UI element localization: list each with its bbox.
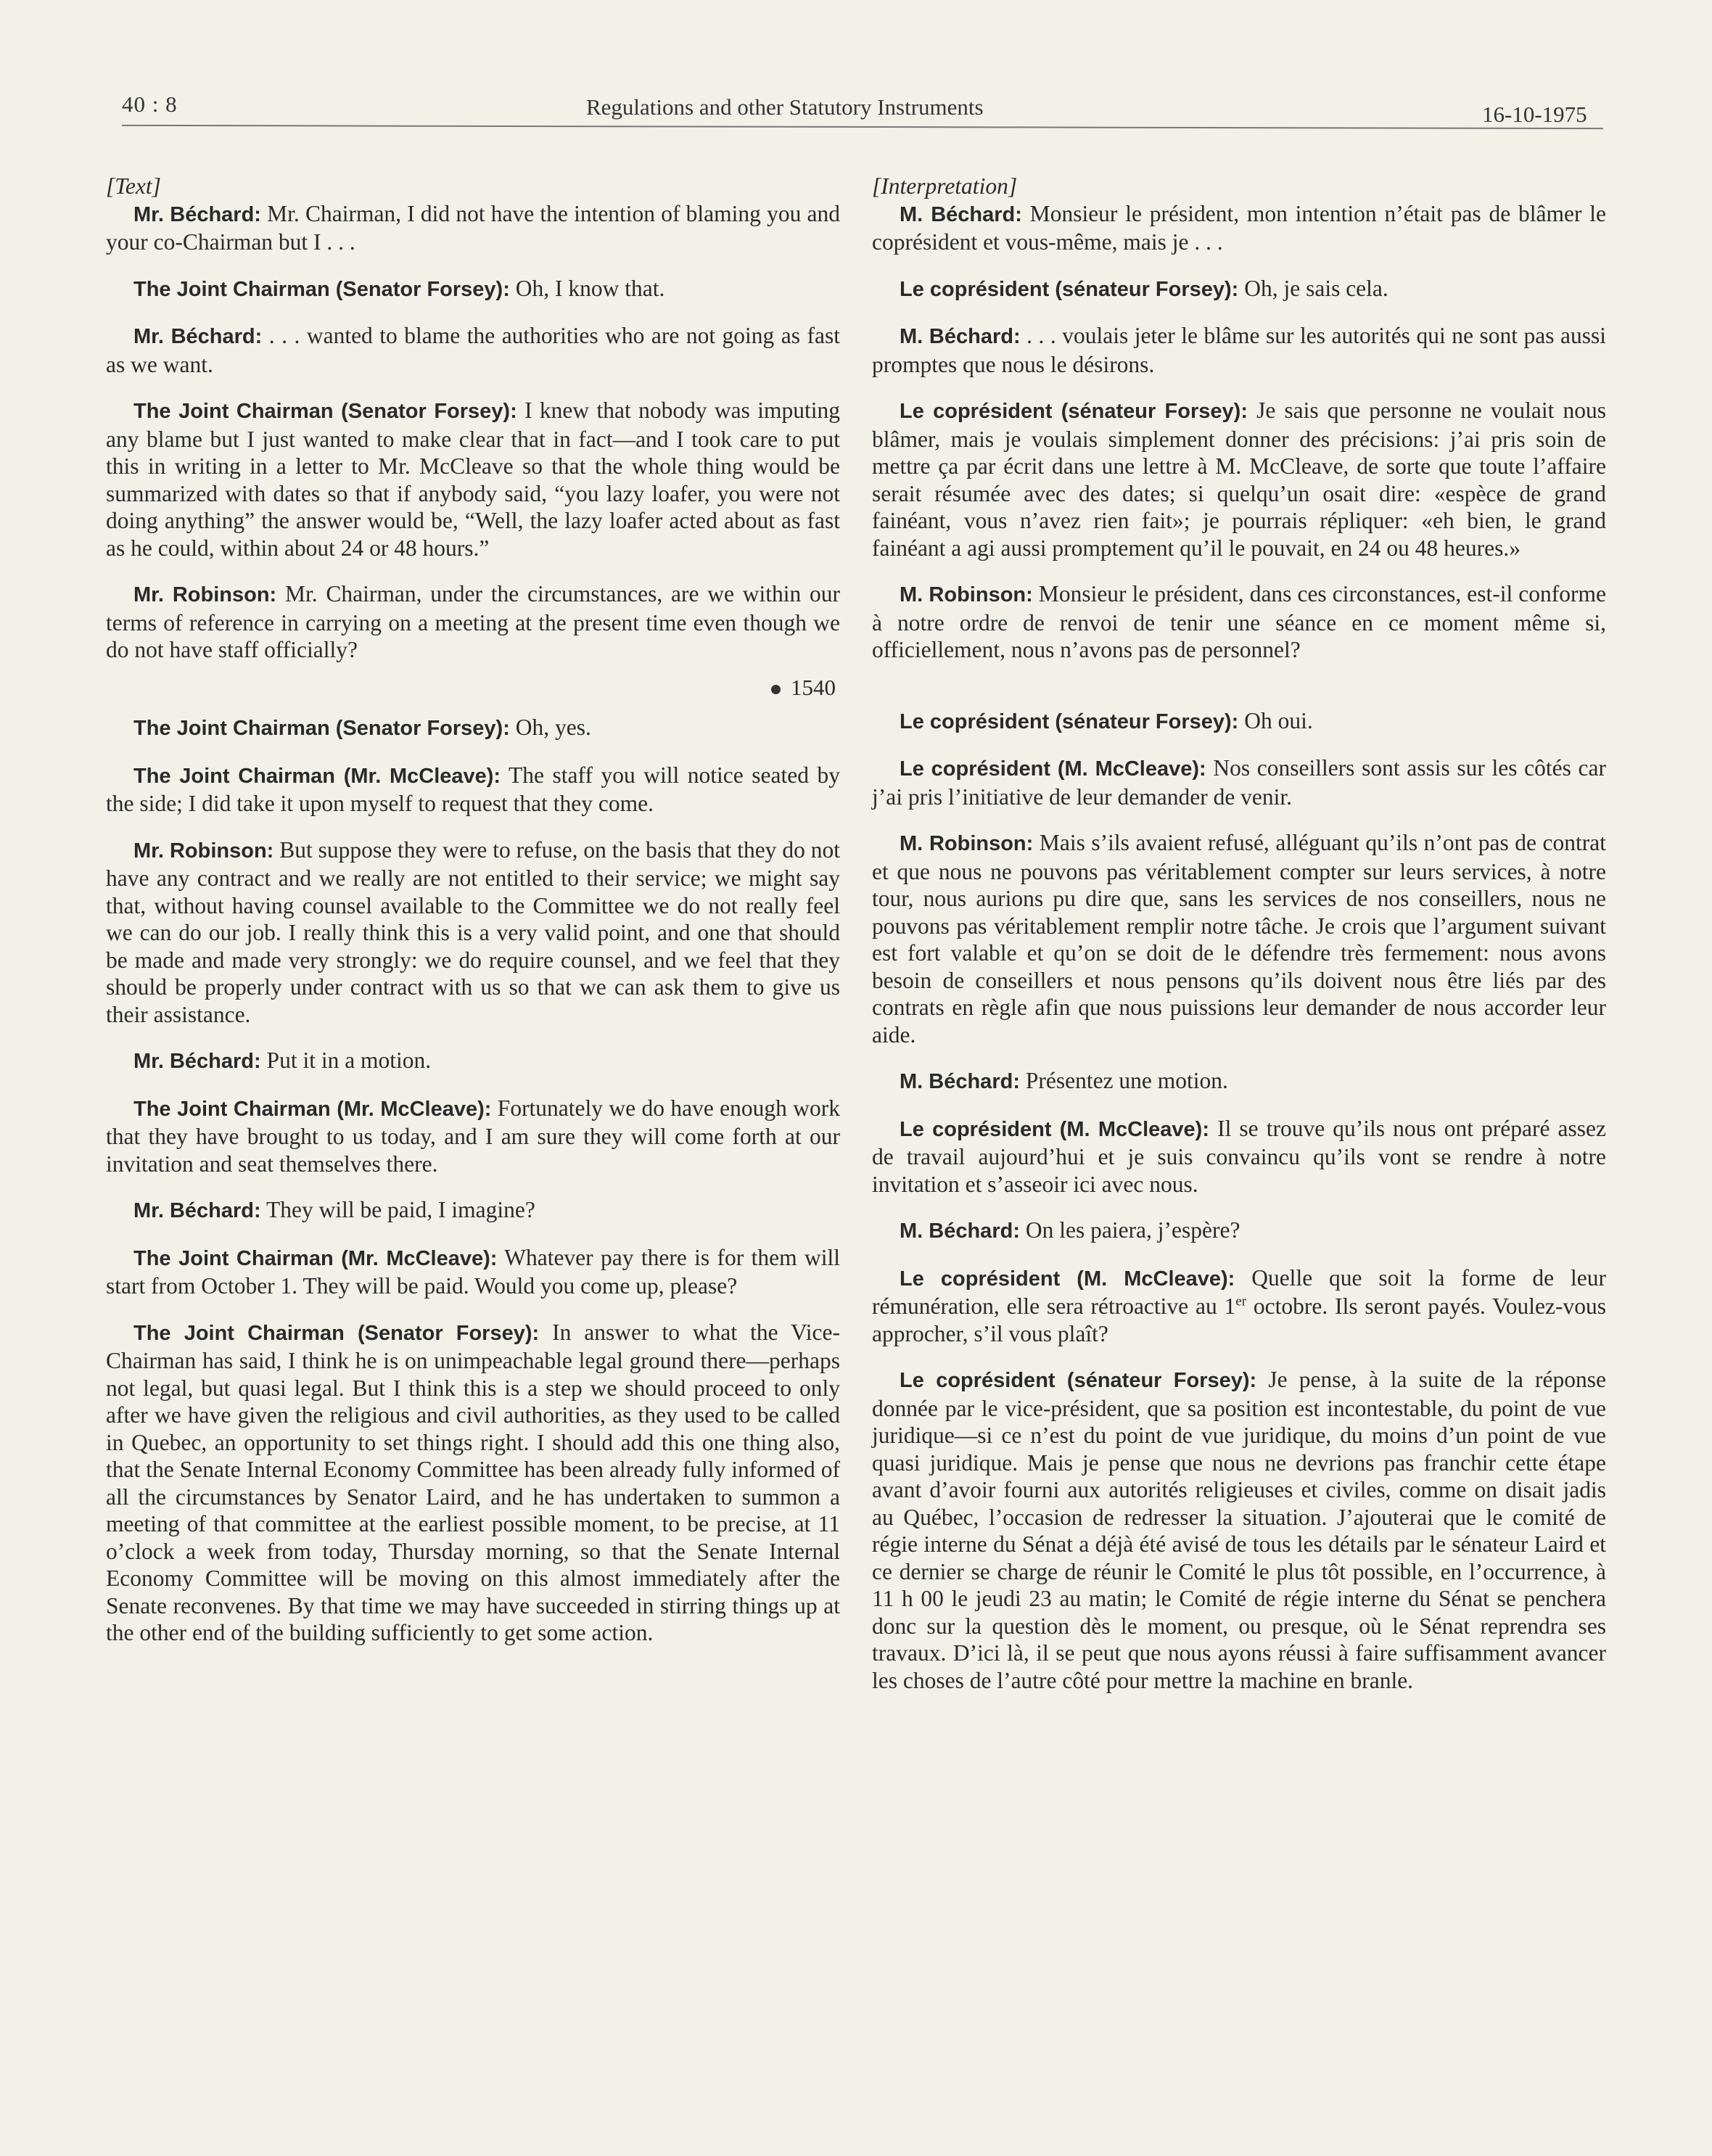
paragraph: [872, 275, 1606, 304]
speaker: The Joint Chairman (Senator Forsey):: [133, 400, 517, 423]
paragraph: [872, 200, 1606, 256]
bullet-icon: [771, 685, 781, 694]
speaker: M. Béchard:: [900, 325, 1021, 348]
speaker: Mr. Béchard:: [133, 325, 263, 348]
superscript: er: [1235, 1293, 1247, 1309]
speech-text: Présentez une motion.: [1019, 1068, 1228, 1093]
speaker: Mr. Béchard:: [133, 1199, 261, 1222]
speech-text: I knew that nobody was imputing any blame but I just wanted to make clear that in fact—and I took care to put this in writing in a letter to Mr. McCleave so that the whole thing would be summarized with dates so that if anybody said, “you lazy loafer, you were not doing anything” the answer would be, “Well, the lazy loafer acted about as fast as he could, within about 24 or 48 hours.”: [106, 398, 840, 561]
paragraph: [106, 1196, 840, 1225]
paragraph: [106, 762, 840, 818]
speaker: M. Robinson:: [900, 583, 1033, 606]
speaker: Le coprésident (M. McCleave):: [900, 1267, 1235, 1291]
paragraph: [106, 397, 840, 561]
time-marker-text: 1540: [791, 674, 836, 700]
speaker: M. Béchard:: [900, 1070, 1020, 1093]
speech-text: Je pense, à la suite de la réponse donnée par le vice-président, que sa position est incontestable, du point de vue juridique—si ce n’est du point de vue juridique, du moins d’un point de vue quasi juridique. Mais je pense que nous ne devrions pas franchir cette étape avant d’avoir fourni aux autorités religieuses et civiles, comme on disait jadis au Québec, l’occasion de redresser la situation. J’ajouterai que le comité de régie interne du Sénat a déjà été avisé de tous les détails par le sénateur Laird et ce dernier se charge de réunir le Comité le plus tôt possible, en l’occurrence, à 11 h 00 le jeudi 23 au matin; le Comité de régie interne du Sénat se penchera donc sur la question dès le moment, ou presque, où le Sénat reprendra ses travaux. D’ici là, il se peut que nous ayons réussi à faire suffisamment avancer les choses de l’autre côté pour mettre la machine en branle.: [872, 1367, 1607, 1693]
paragraph: [872, 322, 1606, 378]
spacer: [872, 683, 1606, 707]
speech-text: But suppose they were to refuse, on the basis that they do not have any contract and we really are not entitled to their service; we might say that, without having counsel available to the Committee we do not really feel we can do our job. I really think this is a very valid point, and one that should be made and made very strongly: we do require counsel, and we feel that they should be properly under contract with us so that we can ask them to give us their assistance.: [106, 836, 840, 1027]
speech-text: Oh, je sais cela.: [1238, 275, 1388, 301]
speech-text: Mr. Chairman, under the circumstances, are we within our terms of reference in carrying on a meeting at the present time even though we do not have staff officially?: [106, 581, 840, 662]
speech-text-continued: octobre. Ils seront payés. Voulez-vous approcher, s’il vous plaît?: [872, 1293, 1606, 1346]
paragraph: [106, 580, 840, 664]
english-column: [106, 173, 840, 1666]
paragraph: [106, 714, 840, 743]
paragraph: [872, 707, 1606, 736]
speaker: Mr. Béchard:: [133, 1050, 261, 1073]
section-label: [Interpretation]: [872, 173, 1018, 199]
paragraph: [872, 1067, 1606, 1096]
speaker: Le coprésident (M. McCleave):: [900, 1117, 1209, 1141]
paragraph: [106, 200, 840, 256]
speaker: The Joint Chairman (Mr. McCleave):: [133, 1246, 498, 1270]
speech-text: Fortunately we do have enough work that they have brought to us today, and I am sure they will come forth at our invitation and seat themselves there.: [106, 1095, 840, 1177]
paragraph: [872, 580, 1606, 664]
speech-text: Oh oui.: [1238, 707, 1313, 733]
paragraph: [872, 397, 1606, 561]
speaker: The Joint Chairman (Senator Forsey):: [133, 277, 510, 301]
speaker: Le coprésident (sénateur Forsey):: [900, 277, 1239, 301]
paragraph: [106, 836, 840, 1029]
speech-text: Mais s’ils avaient refusé, alléguant qu’ils n’ont pas de contrat et que nous ne pouvons pas véritablement compter sur leurs services, à notre tour, nous aurions pu dire que, sans les services de nos conseillers, nous ne pouvons pas véritablement remplir notre tâche. Je crois que l’argument suivant est fort valable et qu’on se doit de le défendre très fermement: nous avons besoin de conseillers et nous pensons qu’ils doivent nous être liés par des contrats en règle afin que nous puissions leur demander de nous accorder leur aide.: [872, 830, 1606, 1048]
paragraph: [106, 1319, 840, 1647]
paragraph: [872, 1115, 1606, 1198]
speaker: M. Robinson:: [900, 832, 1034, 855]
speech-text: Oh, I know that.: [509, 275, 665, 301]
time-marker: [106, 674, 836, 701]
speech-text: They will be paid, I imagine?: [260, 1197, 535, 1222]
speaker: Le coprésident (sénateur Forsey):: [900, 709, 1239, 733]
paragraph: [106, 322, 840, 378]
speech-text: . . . voulais jeter le blâme sur les autorités qui ne sont pas aussi promptes que nous le désirons.: [872, 323, 1606, 377]
paragraph: [872, 1366, 1606, 1694]
speech-text: Nos conseillers sont assis sur les côtés car j’ai pris l’initiative de leur demander de venir.: [872, 755, 1606, 810]
speaker: The Joint Chairman (Mr. McCleave):: [133, 1097, 492, 1121]
speech-text: Quelle que soit la forme de leur rémunération, elle sera rétroactive au 1: [872, 1264, 1606, 1319]
speech-text: Mr. Chairman, I did not have the intention of blaming you and your co-Chairman but I . . .: [106, 200, 840, 255]
publication-date: 16-10-1975: [1482, 102, 1587, 127]
paragraph: [106, 275, 840, 304]
speaker: The Joint Chairman (Mr. McCleave):: [133, 764, 501, 788]
speech-text: Je sais que personne ne voulait nous blâmer, mais je voulais simplement donner des précisions: j’ai pris soin de mettre ça par écrit dans une lettre à M. McCleave, de sorte que toute l’affaire serait résumée avec des dates; si quelqu’un osait dire: «espèce de grand fainéant, vous n’avez rien fait»; je pourrais répliquer: «eh bien, le grand fainéant a agi aussi promptement qu’il le pouvait, en 24 ou 48 heures.»: [872, 398, 1606, 561]
speech-text: Oh, yes.: [509, 715, 591, 740]
speaker: Le coprésident (sénateur Forsey):: [900, 400, 1248, 423]
section-label: [Text]: [106, 173, 161, 199]
speech-text: Put it in a motion.: [260, 1048, 432, 1073]
speaker: M. Béchard:: [900, 202, 1022, 226]
publication-title: Regulations and other Statutory Instruments: [586, 94, 984, 120]
french-column: [872, 173, 1606, 1713]
paragraph: [106, 1047, 840, 1076]
speaker: The Joint Chairman (Senator Forsey):: [133, 717, 510, 740]
speaker: Mr. Béchard:: [133, 202, 261, 226]
speaker: Le coprésident (sénateur Forsey):: [900, 1369, 1257, 1392]
speech-text: Monsieur le président, dans ces circonstances, est-il conforme à notre ordre de renvoi de tenir une séance en ce moment même si, officiellement, nous n’avons pas de personnel?: [872, 581, 1606, 662]
paragraph: [872, 1217, 1606, 1246]
speaker: Mr. Robinson:: [133, 583, 277, 606]
speech-text: Monsieur le président, mon intention n’était pas de blâmer le coprésident et vous-même, mais je . . .: [872, 200, 1606, 255]
paragraph: [106, 1244, 840, 1300]
speaker: Mr. Robinson:: [133, 839, 274, 863]
speech-text: On les paiera, j’espère?: [1019, 1217, 1240, 1243]
page-header: [122, 91, 1603, 128]
header-rule: [122, 125, 1603, 129]
paragraph: [872, 829, 1606, 1048]
speech-text: The staff you will notice seated by the side; I did take it upon myself to request that they come.: [106, 762, 840, 816]
speech-text: Whatever pay there is for them will start from October 1. They will be paid. Would you come up, please?: [106, 1244, 840, 1299]
speech-text: In answer to what the Vice-Chairman has said, I think he is on unimpeachable legal ground there—perhaps not legal, but quasi legal. But I think this is a step we should proceed to only after we have given the religious and civil authorities, as they used to be called in Quebec, an opportunity to set things right. I should add this one thing also, that the Senate Internal Economy Committee has been already fully informed of all the circumstances by Senator Laird, and he has undertaken to summon a meeting of that committee at the earliest possible moment, to be precise, at 11 o’clock a week from today, Thursday morning, so that the Senate Internal Economy Committee will be moving on this almost immediately after the Senate reconvenes. By that time we may have succeeded in stirring things up at the other end of the building sufficiently to get some action.: [106, 1319, 841, 1645]
paragraph: [872, 754, 1606, 810]
speaker: The Joint Chairman (Senator Forsey):: [133, 1321, 540, 1345]
speaker: Le coprésident (M. McCleave):: [900, 757, 1206, 781]
paragraph: [106, 1095, 840, 1178]
paragraph: [872, 1264, 1606, 1348]
speech-text: Il se trouve qu’ils nous ont préparé assez de travail aujourd’hui et je suis convaincu qu’ils vont se rendre à notre invitation et s’asseoir ici avec nous.: [872, 1115, 1606, 1197]
page-number: 40 : 8: [122, 91, 178, 117]
speech-text: . . . wanted to blame the authorities who are not going as fast as we want.: [106, 323, 840, 377]
speaker: M. Béchard:: [900, 1219, 1020, 1243]
